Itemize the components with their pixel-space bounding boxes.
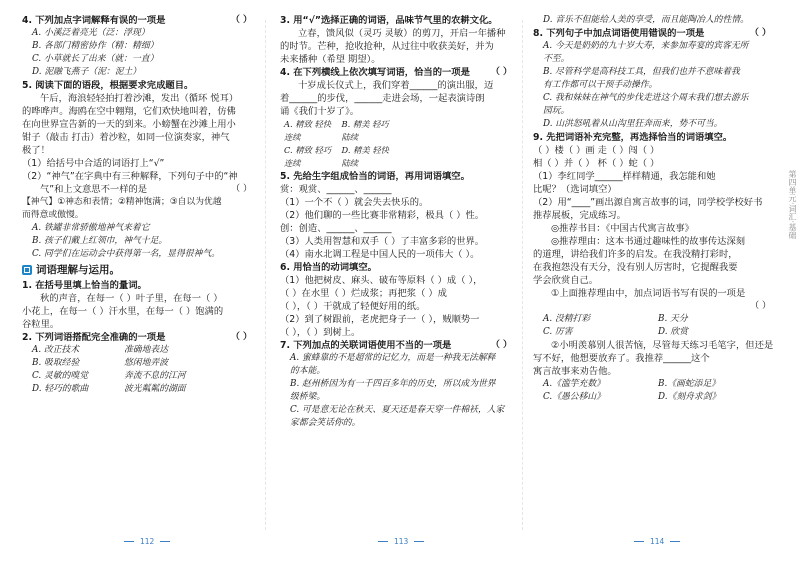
- page-114-column: [533, 14, 773, 534]
- option-d: D. 音乐不但能给人美的享受，而且能陶冶人的性情。: [543, 15, 749, 25]
- table-cell: B. 吸取经验: [32, 358, 80, 368]
- page-number-113: 113: [372, 537, 430, 546]
- question-line: （ ）在水里（ ）烂成浆；再把浆（ ）成: [280, 288, 447, 299]
- fill-blank-row: （ ）楼（ ）画 走（ ）闯（ ）: [533, 145, 660, 156]
- question-4: 4. 在下列横线上依次填写词语，恰当的一项是 （ ）: [280, 67, 512, 78]
- question-line: （1）一个不（ ）就会失去快乐的。: [280, 197, 429, 208]
- question-line: 小花上，在每一（ ）汗水里，在每一（ ）饱满的: [22, 306, 224, 317]
- passage-line: 未来播种（希望 期望）。: [280, 54, 381, 65]
- option-b: B. 精美 轻巧 陆续: [341, 119, 389, 142]
- recommend-reason: 学会欣赏自己。: [533, 275, 599, 286]
- option-a: A. 精致 轻快 连续: [284, 119, 332, 142]
- option-b: B. 尽管科学是高科技工具，但我们也并不意味着我: [543, 67, 740, 77]
- question-line: （ ），（ ）干就成了轻便好用的纸。: [280, 301, 426, 312]
- option-a: A. 铁罐非常骄傲地神气来着它: [32, 223, 150, 233]
- question-6: 6. 用恰当的动词填空。: [280, 262, 377, 273]
- question-line: （1）李红同学______样样精通，我怎能和她: [533, 171, 716, 182]
- section-heading: [22, 263, 254, 277]
- option-a: A. 今天是奶奶的九十岁大寿，来参加寿宴的宾客无所: [543, 41, 749, 51]
- question-1: 1. 在括号里填上恰当的量词。: [22, 280, 147, 291]
- option-a: A. 蜜蜂靠的不是超常的记忆力，而是一种我无法解释: [290, 353, 496, 363]
- sub-question: 气”和上文意思不一样的是 （ ）: [40, 184, 252, 195]
- sub-question: ②小明羡慕别人很苦恼，尽管每天练习毛笔字，但还是: [551, 340, 773, 351]
- definition-line: 而得意或傲慢。: [22, 210, 84, 220]
- option-a: A. 没精打彩: [543, 314, 591, 324]
- question-4: 4. 下列加点字词解释有误的一项是 （ ）: [22, 15, 252, 26]
- option-d: D. 泥融飞燕子（泥：泥土）: [32, 67, 142, 77]
- question-line: （ ），（ ）到树上。: [280, 327, 361, 338]
- table-cell: A. 改正技术: [32, 345, 80, 355]
- option-c: C. 可是意无论在秋天、夏天还是春天穿一件棉袄，人家: [290, 405, 505, 415]
- passage-line: 钳子（敲击 打击）着沙粒，如同一位演奏家，神气: [22, 132, 230, 143]
- option-a: A. 小溪泛着亮光（泛：浮现）: [32, 28, 150, 38]
- passage-line: 立春，馈风似（灵巧 灵敏）的剪刀，开启一年播种: [298, 28, 506, 39]
- passage-line: 午后，海浪轻轻拍打着沙滩，发出（循环 悦耳）: [40, 93, 239, 104]
- passage-line: 着______的步伐，______走进会场，一起表演诗朗: [280, 93, 485, 104]
- option-d: D.《刻舟求剑》: [658, 392, 721, 402]
- option-b: B. 赵州桥因为有一千四百多年的历史，所以成为世界: [290, 379, 496, 389]
- side-margin-label: 第四单元·词汇·基础: [788, 170, 797, 240]
- question-line: 写不好，他想要放弃了。我推荐______这个: [533, 353, 710, 364]
- option-c: C. 同学们在运动会中获得第一名，显得很神气。: [32, 249, 220, 259]
- table-cell: 波光粼粼的湖面: [124, 384, 186, 394]
- question-7: 7. 下列加点的关联词语使用不当的一项是 （ ）: [280, 340, 512, 351]
- question-line: 寓言故事来劝告他。: [533, 366, 617, 377]
- options-row: [280, 144, 514, 170]
- recommend-reason: 的道理，讲给我们许多的启发。在我没精打彩时，: [533, 249, 738, 260]
- options-grid: [533, 378, 773, 404]
- question-line: （2）用“____”画出源自寓言故事的词，同学校学校好书: [533, 197, 763, 208]
- options-row: [280, 118, 514, 144]
- table-cell: 悠闲地弄波: [124, 358, 168, 368]
- option-c: C. 厉害: [543, 327, 573, 337]
- page-112-column: [22, 14, 254, 534]
- question-line: 谷粒里。: [22, 319, 60, 330]
- column-divider: [522, 20, 523, 530]
- table-cell: 奔流不息的江河: [124, 371, 186, 381]
- option-c: C. 我和妹妹在神气的步伐走进这个周末我们想去游乐: [543, 93, 749, 103]
- option-line: 不至。: [543, 54, 570, 64]
- option-c: C.《愚公移山》: [543, 392, 605, 402]
- section-square-icon: [22, 265, 32, 275]
- question-5: 5. 阅读下面的语段，根据要求完成题目。: [22, 80, 194, 91]
- option-c: C. 小草就长了出来（就：一直）: [32, 54, 159, 64]
- option-line: 的本能。: [290, 366, 326, 376]
- option-d: D. 精美 轻快 陆续: [341, 145, 389, 168]
- option-b: B.《画蛇添足》: [658, 379, 721, 389]
- question-line: （2）到了树跟前，老虎把身子一（ ），贼顺势一: [280, 314, 480, 325]
- question-5: 5. 先给生字组成恰当的词语，再用词语填空。: [280, 171, 470, 182]
- answer-paren-line: （ ）: [750, 301, 771, 311]
- question-line: 赏：观赏、______、______: [280, 184, 392, 195]
- option-line: 园玩。: [543, 106, 570, 116]
- passage-line: 极了！: [22, 145, 50, 156]
- recommend-reason: ◎推荐理由：这本书通过趣味性的故事传达深刻: [551, 236, 746, 247]
- sub-question: （1）给括号中合适的词语打上“√”: [22, 158, 165, 169]
- option-line: 级桥梁。: [290, 392, 326, 402]
- passage-line: 的时节。芒种，抢收抢种，从过往中收获美好，并为: [280, 41, 494, 52]
- recommend-book: ◎推荐书目：《中国古代寓言故事》: [551, 223, 694, 234]
- question-2: 2. 下列词语搭配完全准确的一项是 （ ）: [22, 332, 252, 343]
- section-title: 词语理解与运用。: [36, 264, 120, 276]
- definition-line: 【神气】①神态和表情；②精神饱满；③自以为优越: [22, 197, 222, 207]
- question-8: 8. 下列句子中加点词语使用错误的一项是 （ ）: [533, 28, 771, 39]
- table-cell: 准确地表达: [124, 345, 168, 355]
- question-line: （1）他把树皮、麻头、破布等原料（ ）成（ ），: [280, 275, 483, 286]
- question-line: 比呢？（选词填空）: [533, 184, 617, 195]
- options-grid: [533, 313, 773, 339]
- question-line: （4）南水北调工程是中国人民的一项伟大（ ）。: [280, 249, 480, 260]
- table-cell: D. 轻巧的歌曲: [32, 384, 89, 394]
- passage-line: 的哗哗声。海鸥在空中翱翔，它们欢快地叫着，仿佛: [22, 106, 236, 117]
- fill-blank-row: 相（ ）并（ ） 杯（ ）蛇（ ）: [533, 158, 660, 169]
- question-line: 创：创造、______、______: [280, 223, 392, 234]
- option-d: D. 山洪怒吼着从山沟里狂奔而来，势不可当。: [543, 119, 723, 129]
- page-number-114: 114: [628, 537, 686, 546]
- question-9: 9. 先把词语补充完整，再选择恰当的词语填空。: [533, 132, 733, 143]
- option-b: B. 孩子们戴上红领巾，神气十足。: [32, 236, 168, 246]
- options-table: [22, 344, 254, 396]
- question-line: 秋的声音，在每一（ ）叶子里，在每一（ ）: [40, 293, 223, 304]
- option-b: B. 各部门精密协作（精：精细）: [32, 41, 159, 51]
- option-c: C. 精致 轻巧 连续: [284, 145, 332, 168]
- question-line: 推荐展板，完成练习。: [533, 210, 626, 221]
- passage-line: 十岁成长仪式上，我们穿着______的演出服，迈: [298, 80, 494, 91]
- question-3: 3. 用“√”选择正确的词语，品味节气里的农耕文化。: [280, 15, 498, 26]
- column-divider: [265, 20, 266, 530]
- question-line: （3）人类用智慧和双手（ ）了丰富多彩的世界。: [280, 236, 485, 247]
- page-number-112: 112: [118, 537, 176, 546]
- option-line: 有工作都可以干预手动操作。: [543, 80, 658, 90]
- question-line: （2）他们聊的一些比赛非常精彩，极具（ ）性。: [280, 210, 485, 221]
- option-line: 家都会笑话你的。: [290, 418, 361, 428]
- sub-question: ①上面推荐理由中，加点词语书写有误的一项是: [551, 288, 746, 299]
- sub-question: （2）“神气”在字典中有三种解释，下列句子中的“神: [22, 171, 238, 182]
- option-a: A.《滥竽充数》: [543, 379, 605, 389]
- option-b: B. 天分: [658, 314, 688, 324]
- passage-line: 诵《我们十岁了》。: [280, 106, 360, 117]
- option-d: D. 欣赏: [658, 327, 688, 337]
- passage-line: 在向世界宣告新的一天的到来。小螃蟹在沙滩上用小: [22, 119, 236, 130]
- page-113-column: [280, 14, 514, 534]
- table-cell: C. 灵敏的嗅觉: [32, 371, 88, 381]
- recommend-reason: 在我抱怨没有天分，没有别人厉害时，它提醒我要: [533, 262, 738, 273]
